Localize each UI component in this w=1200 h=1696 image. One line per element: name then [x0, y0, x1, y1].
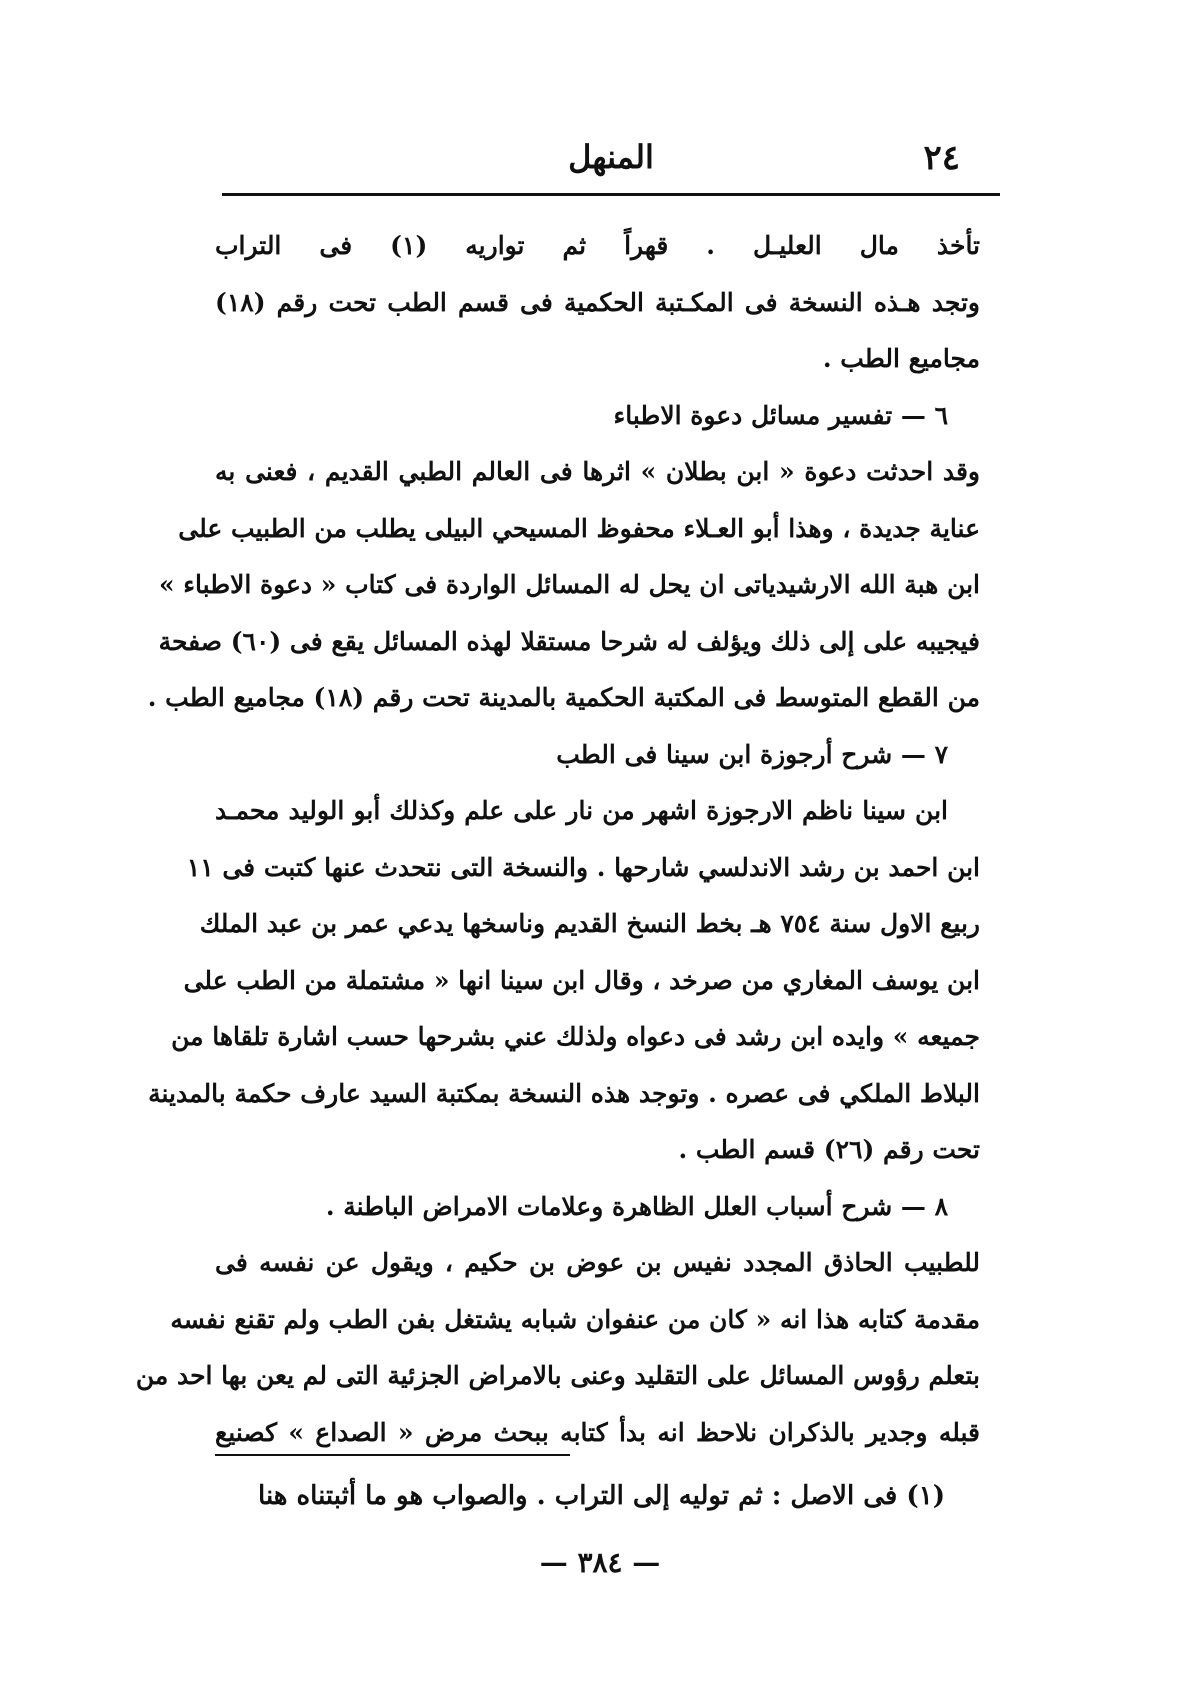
text-line: ربيع الاول سنة ٧٥٤ هـ بخط النسخ القديم وناسخها يدعي عمر بن عبد الملك	[199, 909, 980, 938]
text-line: قبله وجدير بالذكران نلاحظ انه بدأ كتابه ببحث مرض « الصداع » كصنيع	[215, 1417, 980, 1447]
page-header	[222, 138, 1000, 188]
text-line: البلاط الملكي فى عصره . وتوجد هذه النسخة بمكتبة السيد عارف حكمة بالمدينة	[148, 1078, 980, 1108]
text-line: وقد احدثت دعوة « ابن بطلان » اثرها فى العالم الطبي القديم ، فعنى به	[215, 457, 980, 486]
text-line: ابن هبة الله الارشيدياتى ان يحل له المسائل الواردة فى كتاب « دعوة الاطباء »	[158, 570, 980, 599]
text-line: تحت رقم (٢٦) قسم الطب .	[678, 1135, 980, 1164]
text-line: ابن سينا ناظم الارجوزة اشهر من نار على علم وكذلك أبو الوليد محمـد	[215, 796, 948, 825]
text-line: عناية جديدة ، وهذا أبو العـلاء محفوظ المسيحي البيلى يطلب من الطبيب على	[178, 513, 980, 543]
text-line: وتجد هـذه النسخة فى المكـتبة الحكمية فى قسم الطب تحت رقم (١٨)	[215, 287, 980, 317]
footnote: (١) فى الاصل : ثم توليه إلى التراب . والصواب هو ما أثبتناه هنا	[258, 1481, 945, 1511]
header-rule	[222, 193, 1000, 196]
text-line: من القطع المتوسط فى المكتبة الحكمية بالمدينة تحت رقم (١٨) مجاميع الطب .	[147, 683, 980, 712]
text-line: فيجيبه على إلى ذلك ويؤلف له شرحا مستقلا لهذه المسائل يقع فى (٦٠) صفحة	[158, 626, 980, 656]
text-line: ابن احمد بن رشد الاندلسي شارحها . والنسخة التى نتحدث عنها كتبت فى ١١	[186, 852, 980, 882]
section-heading: ٧ — شرح أرجوزة ابن سينا فى الطب	[556, 739, 948, 769]
header-page-number: ٢٤	[923, 138, 960, 178]
text-line: بتعلم رؤوس المسائل على التقليد وعنى بالامراض الجزئية التى لم يعن بها احد من	[135, 1361, 980, 1390]
text-line: للطبيب الحاذق المجدد نفيس بن عوض بن حكيم ، ويقول عن نفسه فى	[215, 1248, 980, 1277]
text-line: مقدمة كتابه هذا انه « كان من عنفوان شبابه يشتغل بفن الطب ولم تقنع نفسه	[170, 1304, 980, 1334]
text-line: ابن يوسف المغاري من صرخد ، وقال ابن سينا انها « مشتملة من الطب على	[183, 965, 980, 995]
section-heading: ٨ — شرح أسباب العلل الظاهرة وعلامات الامراض الباطنة .	[325, 1191, 948, 1221]
page-folio: — ٣٨٤ —	[539, 1546, 661, 1579]
section-heading: ٦ — تفسير مسائل دعوة الاطباء	[613, 400, 948, 430]
body-text	[135, 218, 981, 1461]
text-line: مجاميع الطب .	[822, 344, 980, 373]
text-line: جميعه » وايده ابن رشد فى دعواه ولذلك عني بشرحها حسب اشارة تلقاها من	[171, 1022, 980, 1051]
journal-title: المنهل	[568, 138, 654, 176]
footnote-rule	[215, 1454, 570, 1456]
text-line: تأخذ مال العليـل . قهراً ثم تواريه (١) فى التراب	[215, 231, 981, 260]
